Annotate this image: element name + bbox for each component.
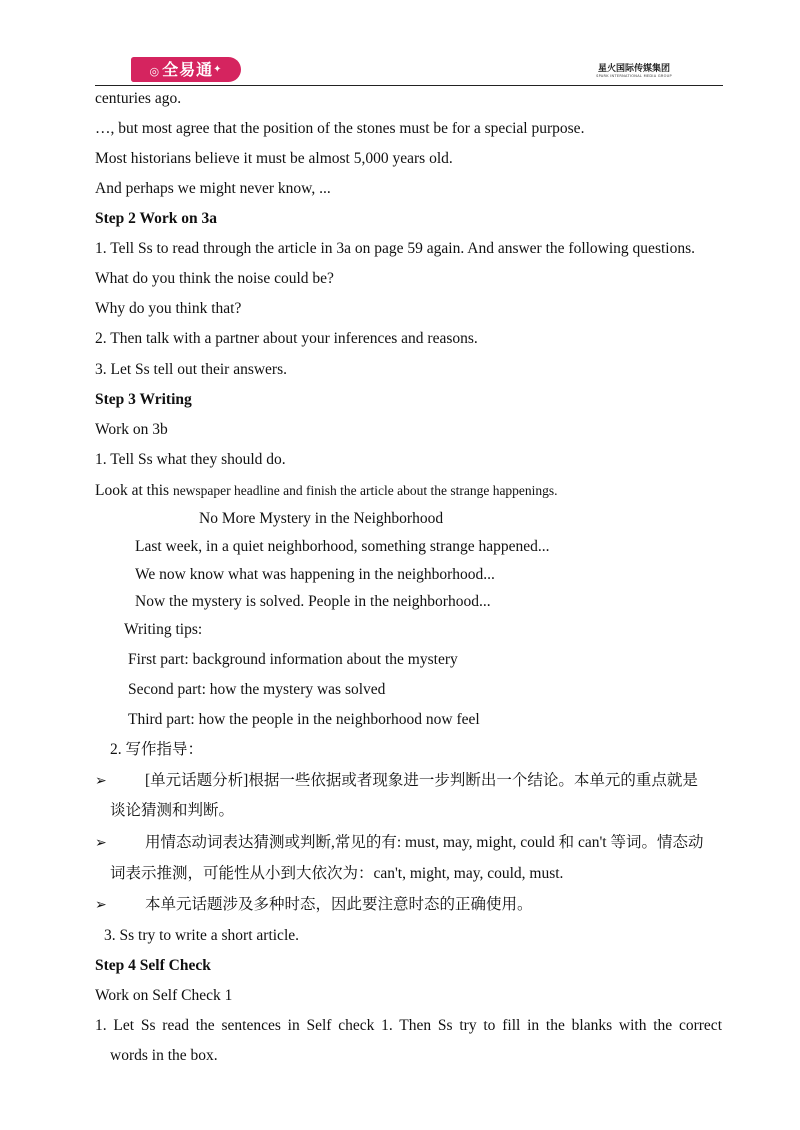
- text-line: Most historians believe it must be almost 5,000 years old.: [95, 150, 453, 167]
- text-line: Why do you think that?: [95, 300, 242, 317]
- article-line: We now know what was happening in the neighborhood...: [135, 566, 495, 583]
- text-line: words in the box.: [110, 1047, 218, 1064]
- publisher-brand: [589, 64, 679, 79]
- text-line: What do you think the noise could be?: [95, 270, 334, 287]
- logo: ◎ 全易通✦: [131, 57, 241, 82]
- header-divider: [95, 85, 723, 86]
- text-line: 1. Let Ss read the sentences in Self check 1. Then Ss try to fill in the blanks with the correct: [95, 1017, 722, 1034]
- swirl-icon: ◎: [149, 65, 161, 78]
- tip-line: First part: background information about the mystery: [128, 651, 458, 668]
- text-line: Work on 3b: [95, 421, 168, 438]
- step-heading: Step 3 Writing: [95, 391, 192, 408]
- step-heading: Step 4 Self Check: [95, 957, 211, 974]
- step-heading: Step 2 Work on 3a: [95, 210, 218, 227]
- article-line: Now the mystery is solved. People in the neighborhood...: [135, 593, 491, 610]
- bullet-text: 词表示推测，可能性从小到大依次为：can't, might, may, could, must.: [110, 865, 564, 882]
- bullet-text: 用情态动词表达猜测或判断,常见的有: must, may, might, could 和 can't 等词。情态动: [145, 834, 704, 851]
- article-headline: No More Mystery in the Neighborhood: [199, 510, 444, 527]
- tip-line: Second part: how the mystery was solved: [128, 681, 386, 698]
- bullet-arrow-icon: ➢: [95, 835, 107, 851]
- page-header: [0, 0, 800, 90]
- tip-line: Third part: how the people in the neighborhood now feel: [128, 711, 480, 728]
- text-line: Look at this newspaper headline and finish the article about the strange happenings.: [95, 482, 558, 499]
- article-line: Last week, in a quiet neighborhood, something strange happened...: [135, 538, 550, 555]
- text-line: 3. Ss try to write a short article.: [104, 927, 299, 944]
- tips-heading: Writing tips:: [124, 621, 203, 638]
- text-line: 1. Tell Ss what they should do.: [95, 451, 286, 468]
- sparkle-icon: ✦: [213, 64, 223, 75]
- text-line: And perhaps we might never know, ...: [95, 180, 331, 197]
- text-line: 1. Tell Ss to read through the article in 3a on page 59 again. And answer the following questions.: [95, 240, 695, 257]
- text-line: 2. Then talk with a partner about your inferences and reasons.: [95, 330, 478, 347]
- text-line: centuries ago.: [95, 90, 182, 107]
- text-line: Work on Self Check 1: [95, 987, 233, 1004]
- publisher-subtitle: SPARK INTERNATIONAL MEDIA GROUP: [596, 74, 672, 78]
- bullet-text: 谈论猜测和判断。: [110, 802, 235, 819]
- publisher-name: 星火国际传媒集团: [597, 64, 670, 74]
- bullet-text: 本单元话题涉及多种时态，因此要注意时态的正确使用。: [145, 896, 533, 913]
- text-line: 2. 写作指导：: [110, 741, 204, 758]
- bullet-arrow-icon: ➢: [95, 897, 107, 913]
- text-line: …, but most agree that the position of the stones must be for a special purpose.: [95, 120, 585, 137]
- text-line: 3. Let Ss tell out their answers.: [95, 361, 287, 378]
- bullet-text: [单元话题分析]根据一些依据或者现象进一步判断出一个结论。本单元的重点就是: [145, 772, 698, 789]
- bullet-arrow-icon: ➢: [95, 773, 107, 789]
